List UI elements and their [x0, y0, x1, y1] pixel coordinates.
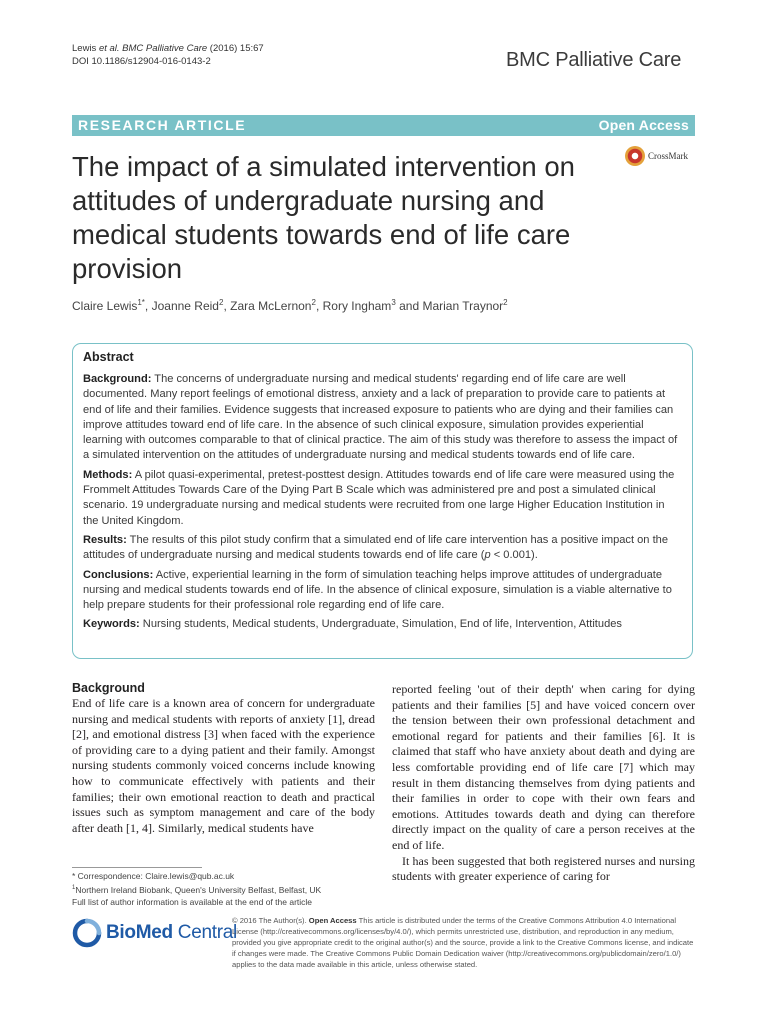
citation-prefix: Lewis	[72, 43, 99, 54]
biomed-central-icon	[72, 918, 102, 948]
body-paragraph: It has been suggested that both registered nurses and nursing students with greater experience of caring for	[392, 853, 695, 884]
author-sep: ,	[223, 299, 231, 313]
title-line: attitudes of undergraduate nursing and	[72, 185, 545, 216]
title-line: provision	[72, 253, 183, 284]
results-end: < 0.001).	[490, 549, 538, 562]
left-column	[72, 681, 375, 836]
conclusions-text: Active, experiential learning in the form of simulation teaching helps improve attitudes of undergraduate nursing and medical students towards end of life. In the absence of clinical exposure, simulation is a viable alternative to help prepare students for their professional role regarding end of life care.	[83, 568, 672, 612]
article-title	[72, 150, 612, 286]
author-sep: ,	[315, 299, 323, 313]
methods-text: A pilot quasi-experimental, pretest-posttest design. Attitudes towards end of life care were measured using the Frommelt Attitudes Towards Care of the Dying Part B Scale which was administered pre and post a simulated clinical scenario. 19 undergraduate nursing and medical students were recruited from one large Higher Education Institution in the United Kingdom.	[83, 468, 675, 527]
author-affil: 2	[218, 298, 224, 307]
logo-regular: Central	[172, 922, 237, 943]
body-paragraph: End of life care is a known area of concern for undergraduate nursing and medical students with reports of anxiety [1], dread [2], and emotional distress [3] when faced with the experience of providing care to a dying patient and their family. Amongst nursing students commonly voiced concerns include knowing how to communicate effectively with patients and their families; their own emotional reaction to death and practical issues such as symptom management and care of the body after death [1, 4]. Similarly, medical students have	[72, 696, 375, 835]
author-name: Claire Lewis	[72, 299, 138, 313]
results-label: Results:	[83, 533, 127, 546]
journal-name: BMC Palliative Care	[506, 49, 682, 71]
biomed-central-logo	[72, 918, 237, 948]
right-column	[392, 682, 695, 885]
article-type-banner	[72, 115, 695, 136]
doi-link[interactable]: DOI 10.1186/s12904-016-0143-2	[72, 56, 211, 67]
affiliation-sup: 1	[72, 885, 76, 891]
author-sep: and	[395, 299, 423, 313]
abstract-methods	[83, 468, 683, 529]
crossmark-label: CrossMark	[648, 151, 688, 161]
section-heading-background: Background	[72, 681, 145, 695]
author-affil: 1*	[137, 298, 145, 307]
title-line: The impact of a simulated intervention on	[72, 151, 575, 182]
correspondence-note: * Correspondence: Claire.lewis@qub.ac.uk	[72, 871, 235, 881]
author-name: Marian Traynor	[422, 299, 504, 313]
abstract-conclusions	[83, 568, 683, 614]
crossmark-badge[interactable]	[625, 146, 688, 166]
abstract-results	[83, 533, 683, 564]
article-type-label: RESEARCH ARTICLE	[78, 117, 247, 133]
footnote-divider	[72, 867, 202, 868]
conclusions-label: Conclusions:	[83, 568, 154, 581]
author-name: Joanne Reid	[151, 299, 219, 313]
abstract-background	[83, 372, 683, 464]
license-body: This article is distributed under the terms of the Creative Commons Attribution 4.0 International License (http://creativecommons.org/licenses/by/4.0/), which permits unrestricted use, distribution, and reproduction in any medium, provided you give appropriate credit to the original author(s) and the source, provide a link to the Creative Commons license, and indicate if changes were made. The Creative Commons Public Domain Dedication waiver (http://creativecommons.org/publicdomain/zero/1.0/) applies to the data made available in this article, unless otherwise stated.	[232, 916, 694, 969]
logo-wordmark	[106, 922, 237, 944]
abstract-box	[72, 343, 693, 659]
results-text: The results of this pilot study confirm that a simulated end of life care intervention has a positive impact on the attitudes of undergraduate nursing and medical students towards end of life care (	[83, 533, 668, 562]
keywords-label: Keywords:	[83, 618, 140, 631]
author-name: Rory Ingham	[322, 299, 392, 313]
footnotes	[72, 870, 321, 908]
author-affil: 2	[503, 298, 508, 307]
author-sep: ,	[144, 299, 152, 313]
affiliation-text: Northern Ireland Biobank, Queen's University Belfast, Belfast, UK	[75, 884, 322, 895]
title-line: medical students towards end of life care	[72, 219, 571, 250]
abstract-heading: Abstract	[83, 350, 134, 364]
logo-bold: BioMed	[106, 922, 173, 943]
license-prefix: © 2016 The Author(s).	[232, 916, 309, 925]
body-paragraph: reported feeling 'out of their depth' when caring for dying patients and their families [5] and have voiced concern over the tension between their own professional detachment and emotional regard for patients and their families [6]. It is claimed that staff who have anxiety about death and dying are less comfortable providing end of life care [7] which may result in them distancing themselves from dying patients and their families in order to cope with their own fears and emotions. Attitudes towards death and dying can therefore directly impact on the quality of care a person receives at the end of life.	[392, 682, 695, 852]
author-info-note: Full list of author information is available at the end of the article	[72, 896, 313, 907]
background-text: The concerns of undergraduate nursing and medical students' regarding end of life care are well documented. Many report feelings of emotional distress, anxiety and a lack of preparation to provide care to patients at end of life and their families. Evidence suggests that increased exposure to patients who are dying and their families can improve attitudes toward end of life care. In the absence of such clinical exposure, simulation provides experiential learning with outcomes comparable to that of clinical practice. The aim of this study was therefore to assess the impact of a simulated intervention on the attitudes of undergraduate nursing and medical students towards end of life care.	[83, 373, 678, 462]
author-affil: 2	[311, 298, 316, 307]
citation-etal: et al. BMC Palliative Care	[98, 43, 208, 54]
citation-suffix: (2016) 15:67	[207, 43, 264, 54]
abstract-keywords	[83, 617, 683, 632]
results-p-symbol: p	[484, 549, 491, 562]
background-label: Background:	[83, 373, 152, 385]
author-name: Zara McLernon	[230, 299, 312, 313]
citation-line	[72, 42, 264, 55]
affiliation-note	[72, 882, 321, 896]
crossmark-icon	[625, 146, 645, 166]
license-text	[232, 915, 695, 970]
author-affil: 3	[391, 298, 396, 307]
methods-label: Methods:	[83, 468, 133, 481]
author-list	[72, 298, 508, 313]
open-access-label: Open Access	[598, 117, 689, 133]
keywords-text: Nursing students, Medical students, Undergraduate, Simulation, End of life, Intervention, Attitudes	[139, 618, 622, 631]
license-open-access: Open Access	[308, 916, 357, 925]
